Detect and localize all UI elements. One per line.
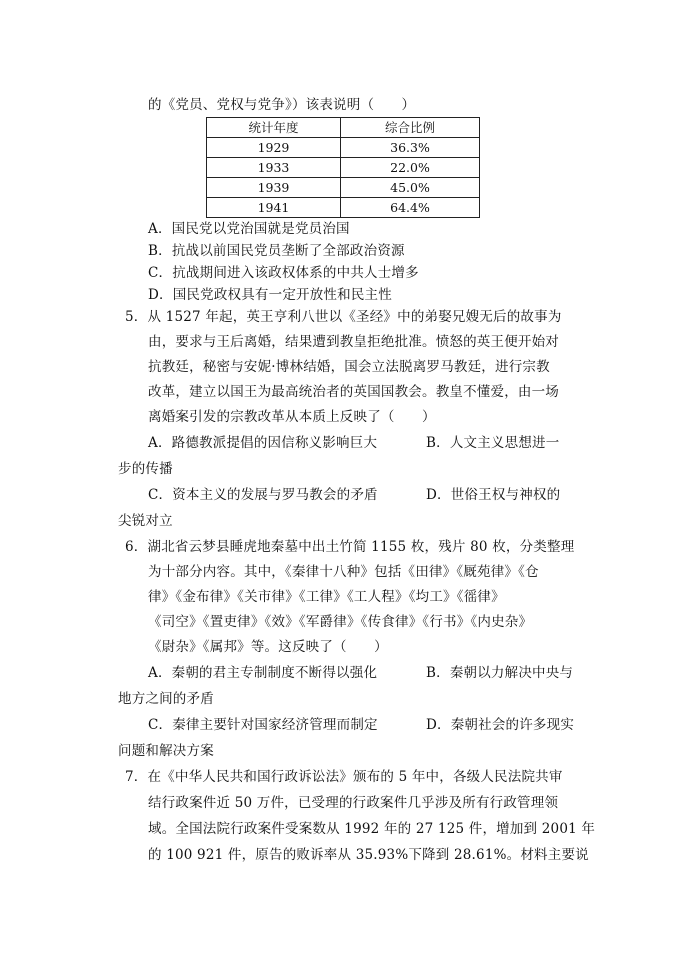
- table-cell-ratio: 64.4%: [340, 198, 479, 218]
- q5-option-b: B．人文主义思想进一: [426, 435, 560, 451]
- q7-stem-line: 结行政案件近 50 万件，已受理的行政案件几乎涉及所有行政管理领: [148, 795, 559, 811]
- table-cell-ratio: 45.0%: [340, 178, 479, 198]
- table-cell-year: 1941: [207, 198, 341, 218]
- q5-option-b-continued: 步的传播: [118, 461, 173, 477]
- q5-option-a: A．路德教派提倡的因信称义影响巨大: [148, 435, 378, 451]
- q6-option-d: D．秦朝社会的许多现实: [426, 717, 575, 733]
- q5-option-d: D．世俗王权与神权的: [426, 487, 561, 503]
- q6-stem-line: 《司空》《置吏律》《效》《军爵律》《传食律》《行书》《内史杂》: [148, 614, 533, 630]
- q5-stem-line: 改革，建立以国王为最高统治者的英国国教会。教皇不懂爱，由一场: [148, 384, 559, 400]
- table-header-row: [207, 118, 480, 138]
- q6-stem-line: 6．湖北省云梦县睡虎地秦墓中出土竹简 1155 枚，残片 80 枚，分类整理: [125, 539, 575, 555]
- q6-stem-line: 《尉杂》《属邦》等。这反映了（ ）: [148, 639, 388, 655]
- q6-option-b-continued: 地方之间的矛盾: [118, 691, 214, 707]
- table-header-year: 统计年度: [207, 118, 341, 138]
- table-header-ratio: 综合比例: [340, 118, 479, 138]
- q6-option-b: B．秦朝以力解决中央与: [426, 665, 574, 681]
- q6-stem-line: 为十部分内容。其中，《秦律十八种》包括《田律》《厩苑律》《仓: [148, 564, 539, 580]
- q7-stem-line: 的 100 921 件，原告的败诉率从 35.93%下降到 28.61%。材料主要说: [148, 847, 589, 863]
- q4-option-a: A．国民党以党治国就是党员治国: [148, 221, 350, 237]
- table-row: [207, 158, 480, 178]
- q5-stem-line: 由，要求与王后离婚，结果遭到教皇拒绝批准。愤怒的英王便开始对: [148, 334, 559, 350]
- q5-stem-line: 5．从 1527 年起，英王亨利八世以《圣经》中的弟娶兄嫂无后的故事为: [125, 309, 562, 325]
- statistics-table: [206, 117, 480, 218]
- q4-intro: 的《党员、党权与党争》）该表说明（ ）: [148, 97, 416, 113]
- table-row: [207, 138, 480, 158]
- q4-option-d: D．国民党政权具有一定开放性和民主性: [148, 287, 392, 303]
- q7-stem-line: 域。全国法院行政案件受案数从 1992 年的 27 125 件，增加到 2001 年: [148, 821, 596, 837]
- q6-option-a: A．秦朝的君主专制制度不断得以强化: [148, 665, 378, 681]
- table-cell-ratio: 22.0%: [340, 158, 479, 178]
- table-row: [207, 178, 480, 198]
- q5-option-c: C．资本主义的发展与罗马教会的矛盾: [148, 487, 378, 503]
- table-row: [207, 198, 480, 218]
- table-cell-year: 1933: [207, 158, 341, 178]
- q5-option-d-continued: 尖锐对立: [118, 513, 173, 529]
- q5-stem-line: 抗教廷，秘密与安妮·博林结婚，国会立法脱离罗马教廷，进行宗教: [148, 359, 550, 375]
- q6-option-c: C．秦律主要针对国家经济管理而制定: [148, 717, 378, 733]
- q7-stem-line: 7．在《中华人民共和国行政诉讼法》颁布的 5 年中，各级人民法院共审: [125, 769, 563, 785]
- q6-stem-line: 律》《金布律》《关市律》《工律》《工人程》《均工》《徭律》: [148, 589, 505, 605]
- q4-option-c: C．抗战期间进入该政权体系的中共人士增多: [148, 265, 419, 281]
- table-cell-year: 1939: [207, 178, 341, 198]
- q6-option-d-continued: 问题和解决方案: [118, 743, 214, 759]
- table-cell-ratio: 36.3%: [340, 138, 479, 158]
- table-cell-year: 1929: [207, 138, 341, 158]
- q5-stem-line: 离婚案引发的宗教改革从本质上反映了（ ）: [148, 409, 436, 425]
- q4-option-b: B．抗战以前国民党员垄断了全部政治资源: [148, 243, 405, 259]
